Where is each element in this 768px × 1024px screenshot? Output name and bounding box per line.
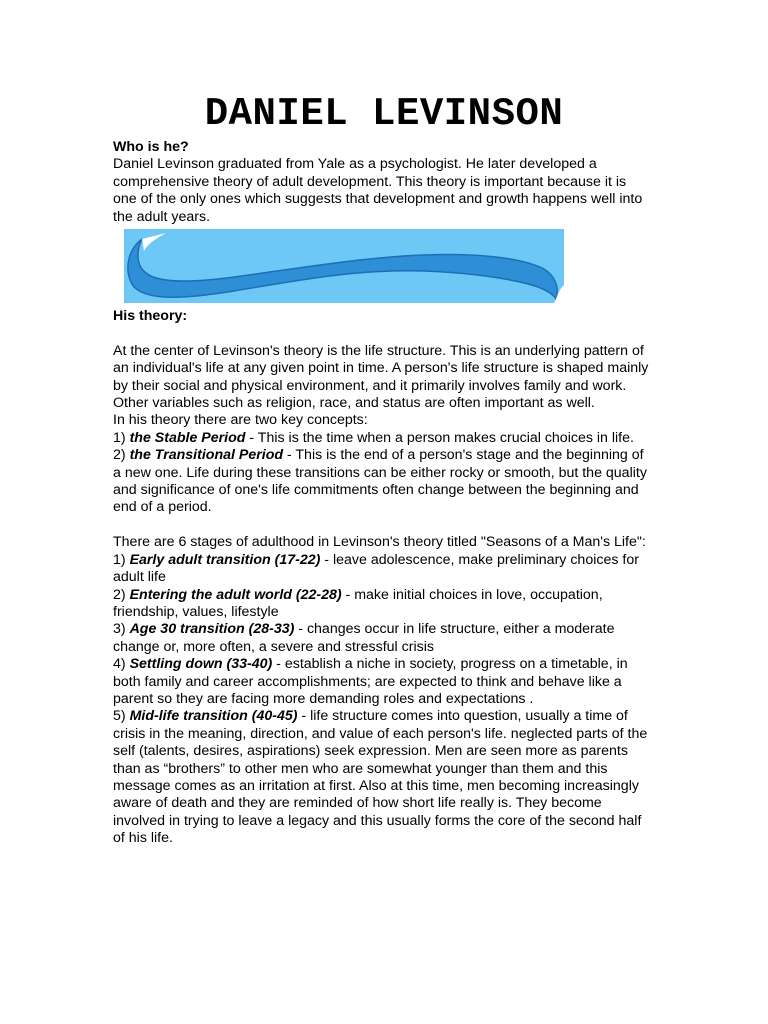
stage-number: 2) [113, 586, 130, 603]
concept-description: - This is the end of a person's stage and the beginning of a new one. Life during these transitions can be either rocky or smooth, but the quality and significance of one's life commitments often change between the beginning and end of a period. [113, 447, 647, 516]
stage-number: 1) [113, 551, 130, 568]
stage-number: 5) [113, 708, 130, 725]
stage-item [113, 708, 649, 847]
stage-number: 3) [113, 621, 130, 638]
stage-description: - make initial choices in love, occupation, friendship, values, lifestyle [113, 586, 603, 620]
stage-item [113, 552, 649, 587]
concepts-intro: In his theory there are two key concepts: [113, 412, 368, 429]
stage-description: - changes occur in life structure, either a moderate change or, more often, a severe and stressful crisis [113, 621, 615, 655]
stage-number: 4) [113, 656, 130, 673]
stage-term: Entering the adult world (22-28) [129, 586, 342, 603]
stages-intro: There are 6 stages of adulthood in Levinson's theory titled "Seasons of a Man's Life": [113, 534, 646, 551]
page-title: DANIEL LEVINSON [204, 92, 564, 136]
stage-description: - leave adolescence, make preliminary choices for adult life [113, 551, 639, 586]
spacer [113, 325, 649, 342]
document-body [113, 139, 649, 848]
stage-term: Early adult transition (17-22) [129, 551, 321, 568]
who-paragraph: Daniel Levinson graduated from Yale as a psychologist. He later developed a comprehensive theory of adult development. This theory is important because it is one of the only ones which suggests that development and growth happens well into the adult years. [113, 156, 643, 225]
concept-term: the Transitional Period [129, 447, 284, 464]
stage-term: Age 30 transition (28-33) [129, 621, 295, 638]
blue-swoosh-banner-icon [124, 229, 564, 303]
theory-heading: His theory: [113, 308, 188, 325]
spacer [113, 517, 649, 534]
concept-number: 1) [113, 429, 130, 446]
concept-item [113, 447, 649, 517]
stage-term: Mid-life transition (40-45) [129, 708, 298, 725]
who-heading: Who is he? [113, 139, 189, 155]
stage-description: - life structure comes into question, usually a time of crisis in the meaning, direction, and value of each person's life. neglected parts of the self (talents, desires, aspirations) seek expression. Men are seen more as parents than as “brothers” to other men who are somewhat younger than them and this message comes as an irritation at first. Also at this time, men becoming increasingly aware of death and they are reminded of how short life really is. They become involved in trying to leave a legacy and this usually forms the core of the second half of his life. [113, 708, 648, 847]
concept-description: - This is the time when a person makes crucial choices in life. [245, 429, 634, 446]
stage-item [113, 621, 649, 656]
stage-term: Settling down (33-40) [129, 656, 273, 673]
stage-item [113, 587, 649, 622]
concept-term: the Stable Period [129, 429, 246, 446]
concept-item [113, 430, 649, 447]
concept-number: 2) [113, 447, 130, 464]
theory-intro: At the center of Levinson's theory is the life structure. This is an underlying pattern of an individual's life at any given point in time. A person's life structure is shaped mainly by their social and physical environment, and it primarily involves family and work. Other variables such as religion, race, and status are often important as well. [113, 342, 649, 412]
stage-item [113, 656, 649, 708]
stage-description: - establish a niche in society, progress on a timetable, in both family and career accomplishments; are expected to think and behave like a parent so they are facing more demanding roles and expectations . [113, 656, 628, 707]
